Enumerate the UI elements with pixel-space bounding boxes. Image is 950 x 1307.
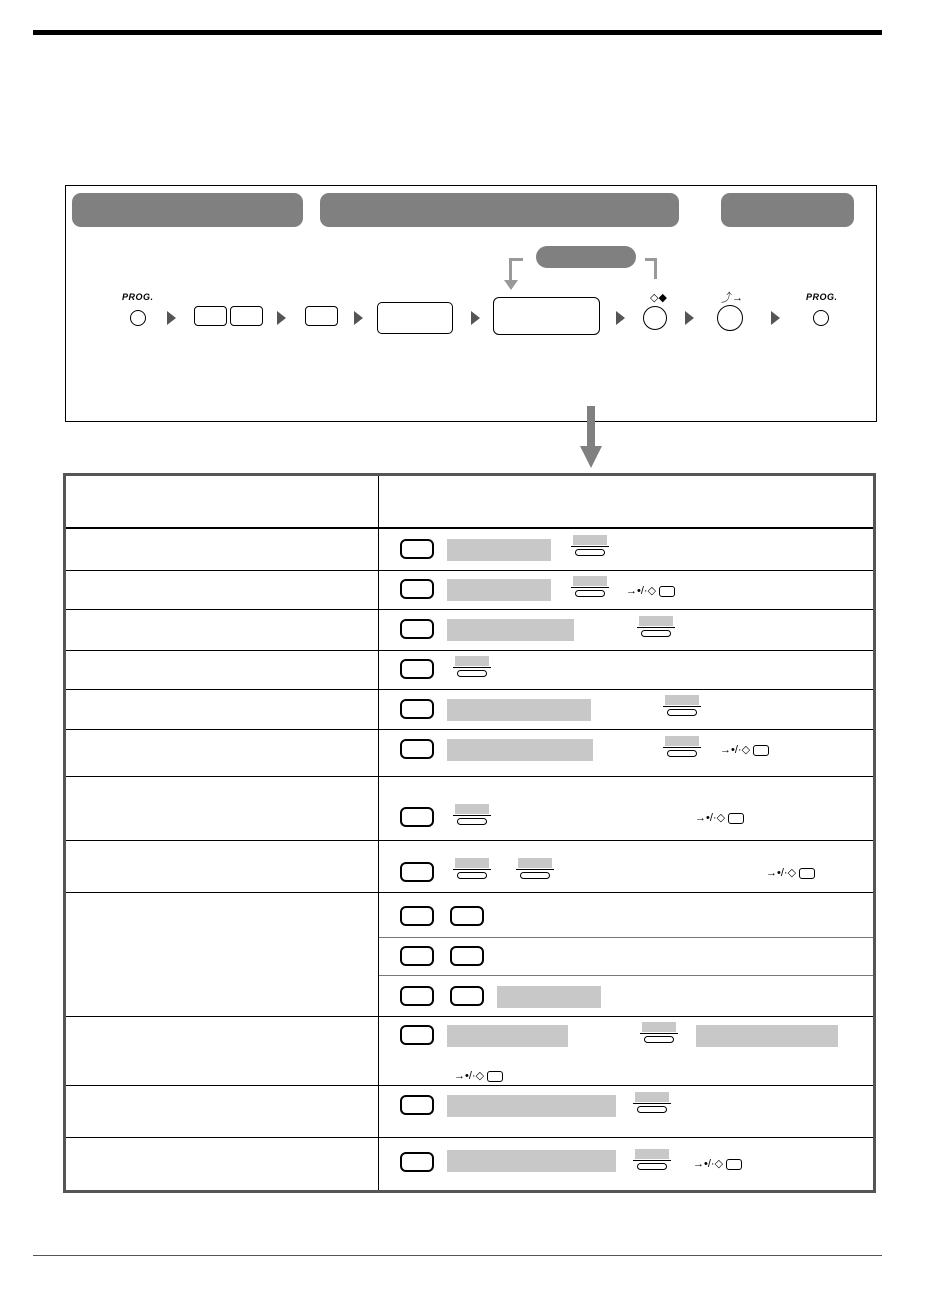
key-button[interactable] (400, 1152, 434, 1172)
key-button[interactable] (400, 579, 434, 599)
row-divider (66, 689, 873, 690)
row-divider (66, 570, 873, 571)
loop-label-pill (536, 246, 636, 268)
top-rule (33, 30, 882, 35)
prog-label: PROG. (122, 292, 154, 302)
diagram-header-end (721, 193, 854, 227)
key-button[interactable] (400, 807, 434, 827)
row-divider (66, 609, 873, 610)
key-button[interactable] (400, 906, 434, 926)
store-button[interactable] (643, 306, 667, 330)
digit-key-2[interactable] (230, 306, 263, 326)
function-key[interactable] (663, 695, 701, 716)
step-arrow-icon (685, 311, 694, 325)
diagram-header-programming (320, 193, 679, 227)
down-arrow-icon (587, 406, 595, 446)
hold-icon: →•/·◇ (695, 811, 744, 824)
key-button[interactable] (400, 659, 434, 679)
step-arrow-icon (277, 311, 286, 325)
loop-bracket-right (645, 258, 657, 279)
step-arrow-icon (354, 311, 363, 325)
store-icon: ◇◆ (650, 292, 667, 304)
key-button[interactable] (400, 699, 434, 719)
key-button[interactable] (400, 539, 434, 559)
key-button[interactable] (450, 946, 484, 966)
prog-button-end[interactable] (813, 310, 829, 326)
step-arrow-icon (616, 311, 625, 325)
step-arrow-icon (771, 311, 780, 325)
function-key[interactable] (453, 656, 491, 677)
step-arrow-icon (167, 311, 176, 325)
key-button[interactable] (450, 906, 484, 926)
column-divider (378, 476, 379, 1190)
function-key[interactable] (633, 1092, 671, 1113)
key-button[interactable] (400, 946, 434, 966)
row-divider (66, 776, 873, 777)
row-divider (66, 1016, 873, 1017)
entry-field[interactable] (447, 739, 593, 761)
function-key[interactable] (640, 1022, 678, 1043)
entry-field[interactable] (497, 986, 601, 1008)
function-key[interactable] (571, 535, 609, 556)
entry-field[interactable] (447, 1095, 616, 1117)
entry-field[interactable] (447, 579, 551, 601)
row-divider (66, 729, 873, 730)
function-key[interactable] (571, 576, 609, 597)
sub-row-divider (379, 937, 873, 938)
down-arrow-icon-head (580, 446, 602, 468)
input-box-2[interactable] (493, 297, 600, 335)
row-divider (66, 650, 873, 651)
diagram-header-entering (72, 193, 303, 227)
row-divider (66, 1085, 873, 1086)
function-key[interactable] (453, 804, 491, 825)
entry-field[interactable] (447, 1025, 568, 1047)
prog-label: PROG. (806, 292, 838, 302)
entry-field[interactable] (696, 1025, 838, 1047)
key-button[interactable] (400, 619, 434, 639)
function-key[interactable] (516, 858, 554, 879)
digit-key-3[interactable] (305, 306, 338, 326)
function-key[interactable] (663, 736, 701, 757)
row-divider (66, 892, 873, 893)
loop-arrow-head (504, 280, 518, 290)
sub-row-divider (379, 975, 873, 976)
digit-key-1[interactable] (194, 306, 227, 326)
key-button[interactable] (400, 1095, 434, 1115)
row-divider (66, 840, 873, 841)
function-key[interactable] (633, 1149, 671, 1170)
function-key[interactable] (453, 858, 491, 879)
hold-icon: →•/·◇ (454, 1069, 503, 1082)
hold-icon: →•/·◇ (693, 1157, 742, 1170)
row-divider (66, 527, 873, 529)
entry-field[interactable] (447, 539, 551, 561)
hold-icon: →•/·◇ (626, 584, 675, 597)
end-icon: ⤴→ (721, 292, 743, 304)
key-button[interactable] (450, 986, 484, 1006)
entry-field[interactable] (447, 699, 591, 721)
entry-field[interactable] (447, 619, 574, 641)
key-button[interactable] (400, 862, 434, 882)
prog-button[interactable] (130, 310, 146, 326)
hold-icon: →•/·◇ (766, 866, 815, 879)
input-box-1[interactable] (377, 302, 453, 334)
row-divider (66, 1137, 873, 1138)
function-key[interactable] (637, 616, 675, 637)
step-arrow-icon (471, 311, 480, 325)
key-button[interactable] (400, 986, 434, 1006)
bottom-rule (33, 1255, 882, 1256)
end-button[interactable] (717, 305, 743, 331)
entry-field[interactable] (447, 1150, 616, 1172)
hold-icon: →•/·◇ (720, 743, 769, 756)
key-button[interactable] (400, 739, 434, 759)
key-button[interactable] (400, 1025, 434, 1045)
